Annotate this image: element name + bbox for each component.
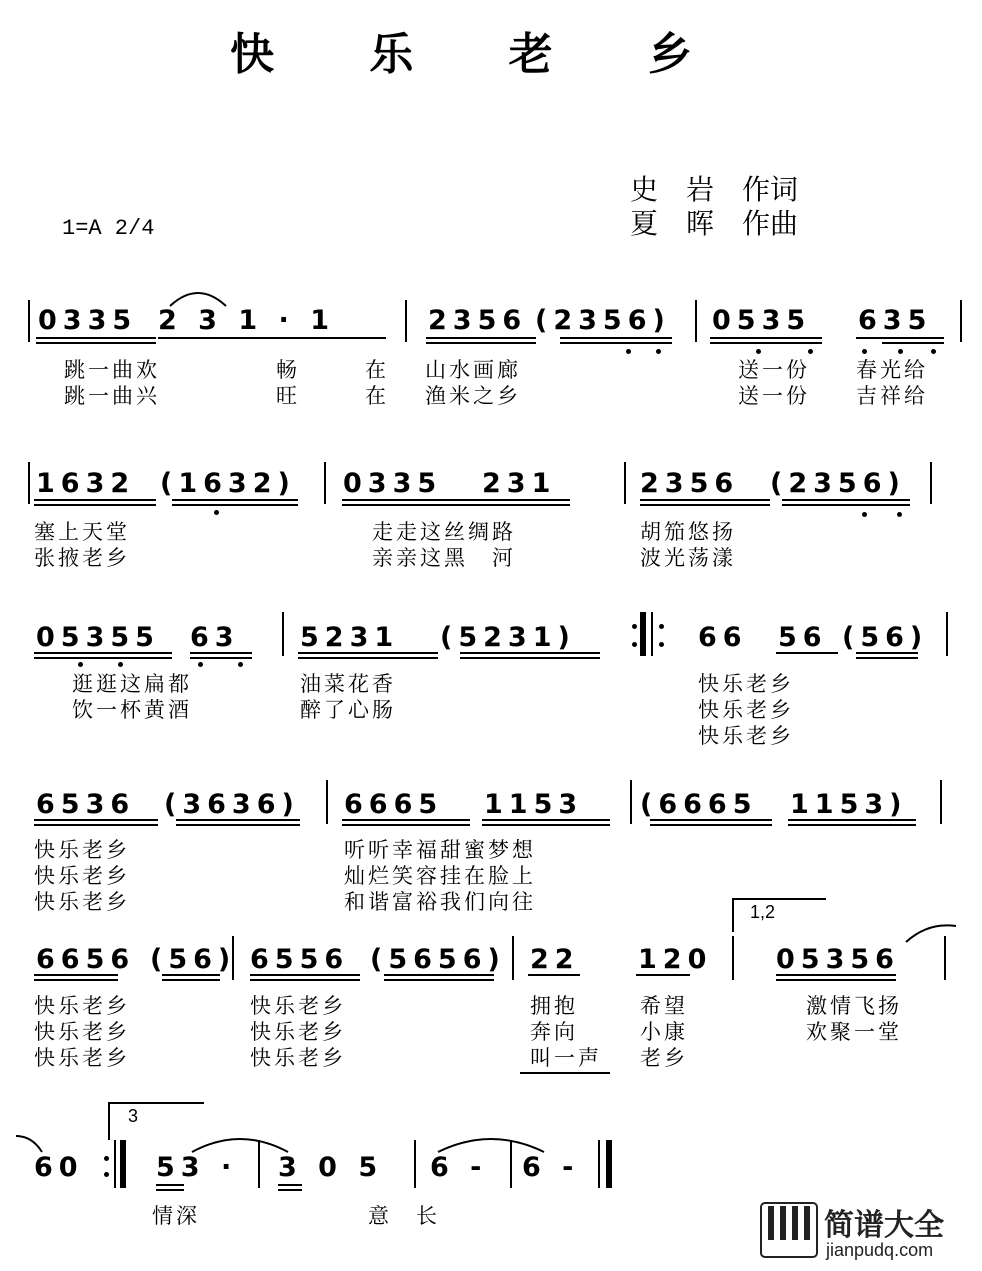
lyric: 快乐老乡 — [34, 1020, 130, 1044]
repeat-end — [120, 1140, 126, 1188]
note-group: 6665 — [344, 789, 444, 820]
lyric: 在 — [365, 358, 389, 382]
piano-keys-icon — [760, 1202, 818, 1258]
lyric: 快乐老乡 — [34, 994, 130, 1018]
lyric: 情深 — [152, 1204, 200, 1228]
lyric: 快乐老乡 — [698, 672, 794, 696]
lyricist-credit: 史 岩 作词 — [630, 173, 799, 206]
note-group: 0335 — [38, 305, 138, 336]
note-group: (2356) — [770, 468, 906, 499]
lyric: 快乐老乡 — [698, 724, 794, 748]
note-group: 3 0 5 — [278, 1152, 384, 1183]
watermark — [760, 1196, 976, 1266]
lyric: 小康 — [640, 1020, 688, 1044]
lyric: 意 长 — [368, 1204, 440, 1228]
barline — [960, 300, 962, 342]
barline — [695, 300, 697, 342]
lyric: 山水画廊 — [425, 358, 521, 382]
lyric: 春光给 — [856, 358, 928, 382]
lyric: 逛逛这扁都 — [72, 672, 192, 696]
lyric: 走走这丝绸路 — [372, 520, 516, 544]
final-barline — [606, 1140, 612, 1188]
lyric: 胡笳悠扬 — [640, 520, 736, 544]
note-group: 0535 — [712, 305, 812, 336]
note-group: 2356 — [428, 305, 528, 336]
note-group: (6665 — [640, 789, 758, 820]
lyric: 张掖老乡 — [34, 546, 130, 570]
composer-credit: 夏 晖 作曲 — [630, 207, 799, 240]
note-group: 66 — [698, 622, 748, 653]
note-group: 635 — [858, 305, 933, 336]
note-group: 6 - — [522, 1152, 580, 1183]
lyric: 快乐老乡 — [698, 698, 794, 722]
note-group: (56) — [842, 622, 929, 653]
lyric: 拥抱 — [530, 994, 578, 1018]
lyric: 奔向 — [530, 1020, 578, 1044]
lyric: 快乐老乡 — [250, 1020, 346, 1044]
note-group: (5656) — [370, 944, 506, 975]
note-group: 05356 — [776, 944, 900, 975]
key-signature: 1=A 2/4 — [62, 216, 155, 241]
lyric: 吉祥给 — [856, 384, 928, 408]
note-group: (1632) — [160, 468, 296, 499]
lyric: 亲亲这黑 河 — [372, 546, 516, 570]
note-group: 05355 — [36, 622, 160, 653]
lyric: 快乐老乡 — [250, 1046, 346, 1070]
note-group: 1153 — [484, 789, 584, 820]
lyric: 跳一曲兴 — [64, 384, 160, 408]
page-title: 快 乐 老 乡 — [230, 29, 732, 80]
note-group: (56) — [150, 944, 237, 975]
lyric: 油菜花香 — [300, 672, 396, 696]
lyric: 快乐老乡 — [34, 838, 130, 862]
volta-3: 3 — [128, 1106, 139, 1126]
note-group: 1153) — [790, 789, 908, 820]
note-group: 5231 — [300, 622, 400, 653]
lyric: 和谐富裕我们向往 — [344, 890, 536, 914]
repeat-start — [640, 612, 646, 656]
note-group: 6556 — [250, 944, 350, 975]
lyric: 灿烂笑容挂在脸上 — [344, 864, 536, 888]
barline — [405, 300, 407, 342]
brand-url: jianpudq.com — [826, 1240, 934, 1260]
note-group: 6656 — [36, 944, 136, 975]
lyric: 老乡 — [640, 1046, 688, 1070]
note-group: 1632 — [36, 468, 136, 499]
lyric: 醉了心肠 — [300, 698, 396, 722]
lyric: 快乐老乡 — [34, 864, 130, 888]
lyric: 饮一杯黄酒 — [72, 698, 192, 722]
lyric: 叫一声 — [530, 1046, 602, 1070]
lyric: 畅 — [276, 358, 300, 382]
brand-name: 简谱大全 — [824, 1208, 944, 1243]
lyric: 送一份 — [738, 384, 810, 408]
lyric: 听听幸福甜蜜梦想 — [344, 838, 536, 862]
note-group: 56 — [778, 622, 828, 653]
note-group: 2356 — [640, 468, 740, 499]
lyric: 跳一曲欢 — [64, 358, 160, 382]
lyric: 旺 — [276, 384, 300, 408]
note-group: 53 · — [156, 1152, 238, 1183]
barline — [28, 300, 30, 342]
note-group: 60 — [34, 1152, 84, 1183]
lyric: 快乐老乡 — [34, 890, 130, 914]
note-group: 6536 — [36, 789, 136, 820]
lyric: 波光荡漾 — [640, 546, 736, 570]
note-group: (5231) — [440, 622, 576, 653]
note-group: 22 — [530, 944, 580, 975]
note-group: 6 - — [430, 1152, 488, 1183]
volta-1-2: 1,2 — [750, 902, 776, 922]
lyric: 送一份 — [738, 358, 810, 382]
lyric: 激情飞扬 — [806, 994, 902, 1018]
lyric: 欢聚一堂 — [806, 1020, 902, 1044]
lyric: 快乐老乡 — [34, 1046, 130, 1070]
note-group: (3636) — [164, 789, 300, 820]
lyric: 塞上天堂 — [34, 520, 130, 544]
lyric: 渔米之乡 — [425, 384, 521, 408]
note-group: 63 — [190, 622, 240, 653]
lyric: 快乐老乡 — [250, 994, 346, 1018]
lyric: 在 — [365, 384, 389, 408]
note-group: (2356) — [535, 305, 671, 336]
note-group: 2 3 1 · 1 — [158, 305, 336, 336]
note-group: 231 — [482, 468, 557, 499]
note-group: 120 — [638, 944, 713, 975]
note-group: 0335 — [343, 468, 443, 499]
lyric: 希望 — [640, 994, 688, 1018]
